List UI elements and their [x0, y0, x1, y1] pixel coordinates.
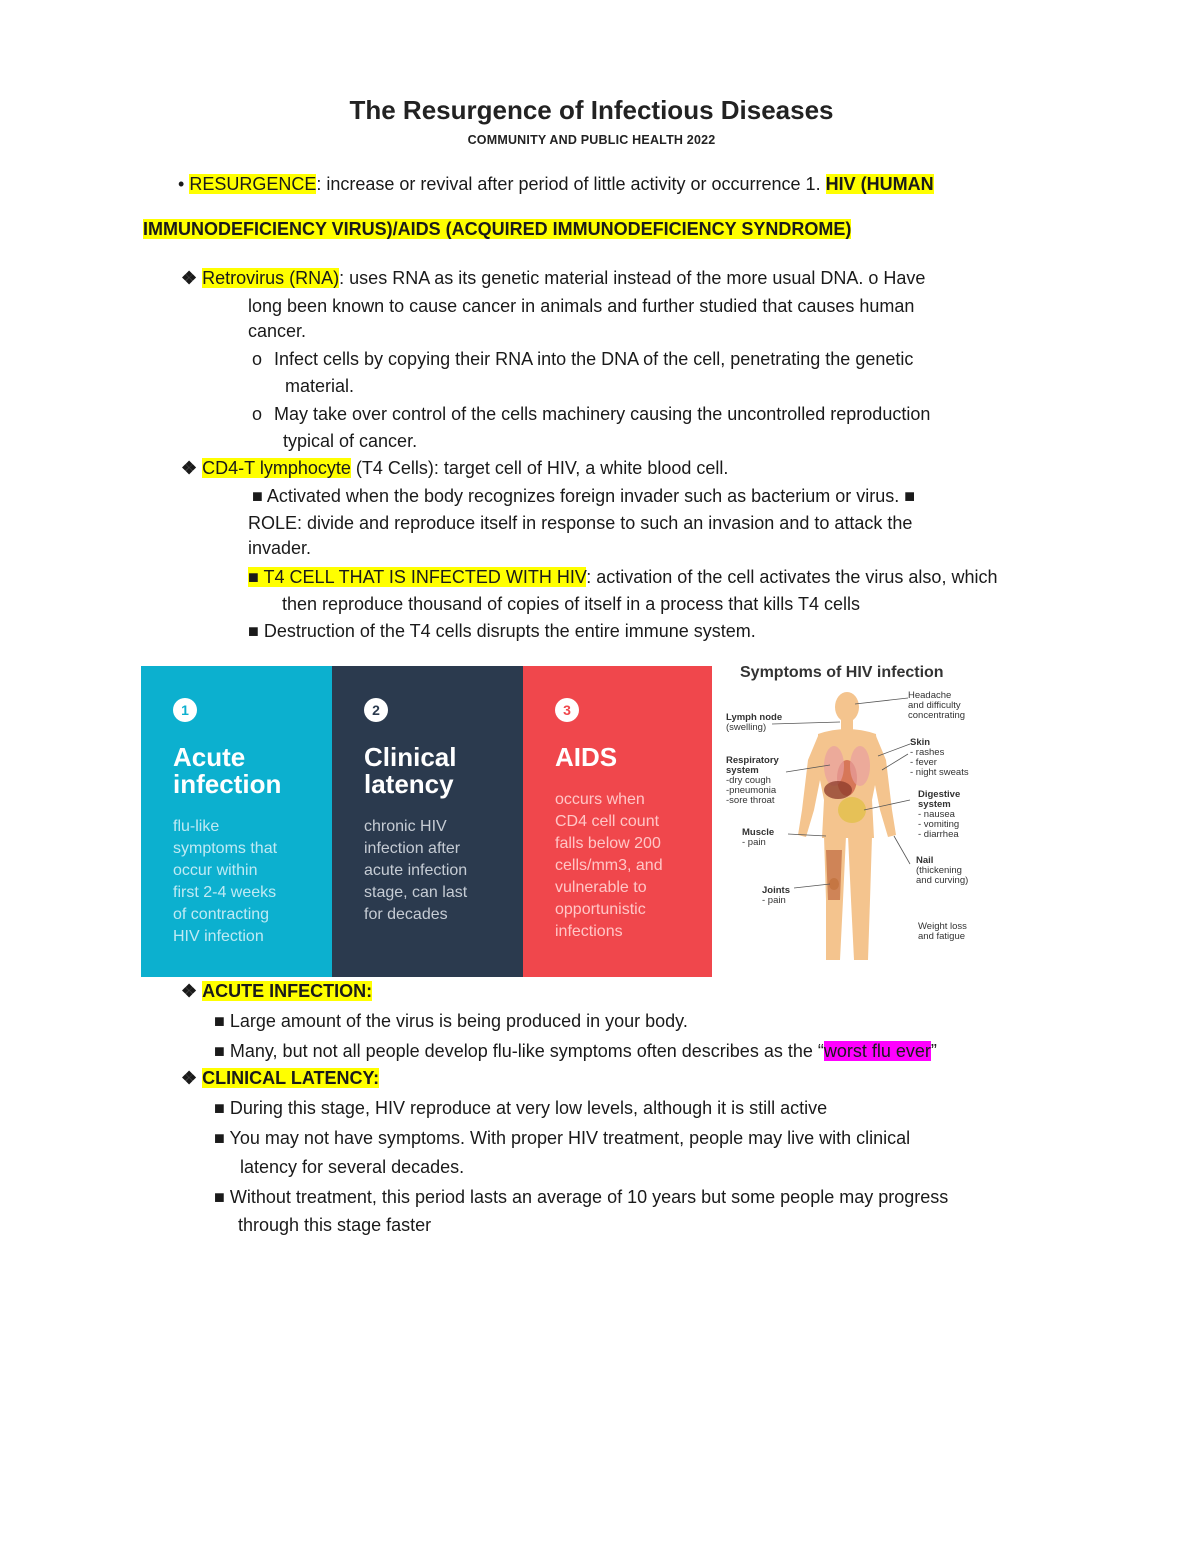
stage-description: flu-like symptoms that occur within first 2-4 weeks of contracting HIV infection	[173, 818, 278, 945]
worst-flu-highlight: worst flu ever	[823, 1041, 931, 1061]
infected-t4-term: ■ T4 CELL THAT IS INFECTED WITH HIV	[248, 567, 587, 587]
acute-item2-end: ”	[930, 1041, 937, 1061]
diamond-marker: ❖	[181, 1068, 198, 1088]
bullet: •	[178, 174, 185, 194]
cd4-item2-text: : activation of the cell activates the virus also, which	[586, 567, 998, 587]
latency-item1	[214, 1097, 827, 1119]
retrovirus-sub1-text: Infect cells by copying their RNA into the DNA of the cell, penetrating the genetic	[274, 349, 914, 369]
retrovirus-sub2	[252, 403, 930, 425]
muscle-label: Muscle - pain	[742, 827, 775, 848]
lymph-node-label: Lymph node (swelling)	[726, 712, 783, 733]
retrovirus-sub1-cont: material.	[285, 376, 355, 396]
hiv-heading-line2	[143, 218, 851, 240]
acute-item2	[214, 1040, 937, 1062]
stage-heading: Acute infection	[173, 742, 282, 799]
stage-acute-panel	[141, 666, 332, 977]
cd4-item2	[248, 566, 997, 588]
diamond-marker: ❖	[181, 458, 198, 478]
circle-marker: o	[252, 404, 263, 424]
cd4-text: (T4 Cells): target cell of HIV, a white blood cell.	[350, 458, 729, 478]
cd4-item1b: ROLE: divide and reproduce itself in response to such an invasion and to attack the	[248, 513, 913, 533]
cd4-item1c: invader.	[248, 538, 312, 558]
latency-item3-cont: through this stage faster	[238, 1215, 432, 1235]
retrovirus-line	[181, 267, 925, 289]
square-marker: ■	[214, 1098, 225, 1118]
cd4-item3-text: Destruction of the T4 cells disrupts the entire immune system.	[258, 621, 756, 641]
retrovirus-cont1: long been known to cause cancer in animals and further studied that causes human	[248, 296, 915, 316]
cd4-item2b: then reproduce thousand of copies of itself in a process that kills T4 cells	[282, 594, 860, 614]
retrovirus-term: Retrovirus (RNA)	[202, 268, 340, 288]
symptoms-figure	[722, 660, 990, 970]
stage-number: 3	[555, 698, 579, 722]
stage-heading: AIDS	[555, 742, 618, 772]
respiratory-label: Respiratory system -dry cough -pneumonia -sore throat	[726, 755, 779, 806]
square-marker: ■	[214, 1187, 225, 1207]
square-marker: ■	[214, 1011, 225, 1031]
diamond-marker: ❖	[181, 981, 198, 1001]
acute-item1-text: Large amount of the virus is being produced in your body.	[224, 1011, 688, 1031]
page-subtitle: COMMUNITY AND PUBLIC HEALTH 2022	[467, 133, 716, 147]
stage-heading: Clinical latency	[364, 742, 457, 799]
stage-number: 1	[173, 698, 197, 722]
latency-item2-text: You may not have symptoms. With proper HIV treatment, people may live with clinical	[224, 1128, 911, 1148]
cd4-item1	[252, 485, 915, 507]
clinical-latency-term: CLINICAL LATENCY:	[202, 1068, 380, 1088]
skin-label: Skin - rashes - fever - night sweats	[910, 737, 969, 778]
cd4-line	[181, 457, 728, 479]
circle-marker: o	[252, 349, 263, 369]
acute-item1	[214, 1010, 688, 1032]
headache-label: Headache and difficulty concentrating	[908, 690, 966, 721]
square-marker: ■	[214, 1041, 225, 1061]
weight-loss-label: Weight loss and fatigue	[918, 921, 967, 942]
joints-label: Joints - pain	[762, 885, 790, 906]
latency-heading-line	[181, 1067, 379, 1089]
cd4-item3	[248, 620, 756, 642]
hiv-stages-infographic	[141, 666, 712, 977]
cd4-item1-text: Activated when the body recognizes foreign invader such as bacterium or virus. ■	[262, 486, 916, 506]
retrovirus-sub1	[252, 348, 913, 370]
hiv-heading-part2: IMMUNODEFICIENCY VIRUS)/AIDS (ACQUIRED IMMUNODEFICIENCY SYNDROME)	[143, 219, 852, 239]
latency-item3	[214, 1186, 948, 1208]
diamond-marker: ❖	[181, 268, 198, 288]
stage-aids-panel	[523, 666, 712, 977]
hiv-heading-part1: HIV (HUMAN	[825, 174, 934, 194]
acute-heading-line	[181, 980, 372, 1002]
retrovirus-sub2-text: May take over control of the cells machinery causing the uncontrolled reproduction	[274, 404, 931, 424]
retrovirus-sub2-cont: typical of cancer.	[283, 431, 418, 451]
resurgence-term: RESURGENCE	[189, 174, 317, 194]
square-marker: ■	[214, 1128, 225, 1148]
resurgence-definition: : increase or revival after period of little activity or occurrence 1.	[316, 174, 821, 194]
retrovirus-cont2: cancer.	[248, 321, 307, 341]
figure-title: Symptoms of HIV infection	[740, 664, 944, 681]
digestive-label: Digestive system - nausea - vomiting - diarrhea	[918, 789, 961, 840]
stage-description: occurs when CD4 cell count falls below 200 cells/mm3, and vulnerable to opportunistic infections	[555, 791, 663, 940]
latency-item2-cont: latency for several decades.	[240, 1157, 465, 1177]
stage-number: 2	[364, 698, 388, 722]
nail-label: Nail (thickening and curving)	[916, 855, 969, 886]
square-marker: ■	[252, 486, 263, 506]
intro-line	[178, 173, 934, 195]
latency-item1-text: During this stage, HIV reproduce at very low levels, although it is still active	[224, 1098, 828, 1118]
square-marker: ■	[248, 621, 259, 641]
page-title: The Resurgence of Infectious Diseases	[349, 95, 834, 125]
stage-latency-panel	[332, 666, 523, 977]
acute-item2-text: Many, but not all people develop flu-like symptoms often describes as the “	[224, 1041, 824, 1061]
latency-item2	[214, 1127, 910, 1149]
latency-item3-text: Without treatment, this period lasts an average of 10 years but some people may progress	[224, 1187, 949, 1207]
acute-infection-term: ACUTE INFECTION:	[202, 981, 373, 1001]
cd4-term: CD4-T lymphocyte	[202, 458, 351, 478]
stage-description: chronic HIV infection after acute infection stage, can last for decades	[364, 818, 468, 923]
retrovirus-text: : uses RNA as its genetic material instead of the more usual DNA. o Have	[339, 268, 926, 288]
